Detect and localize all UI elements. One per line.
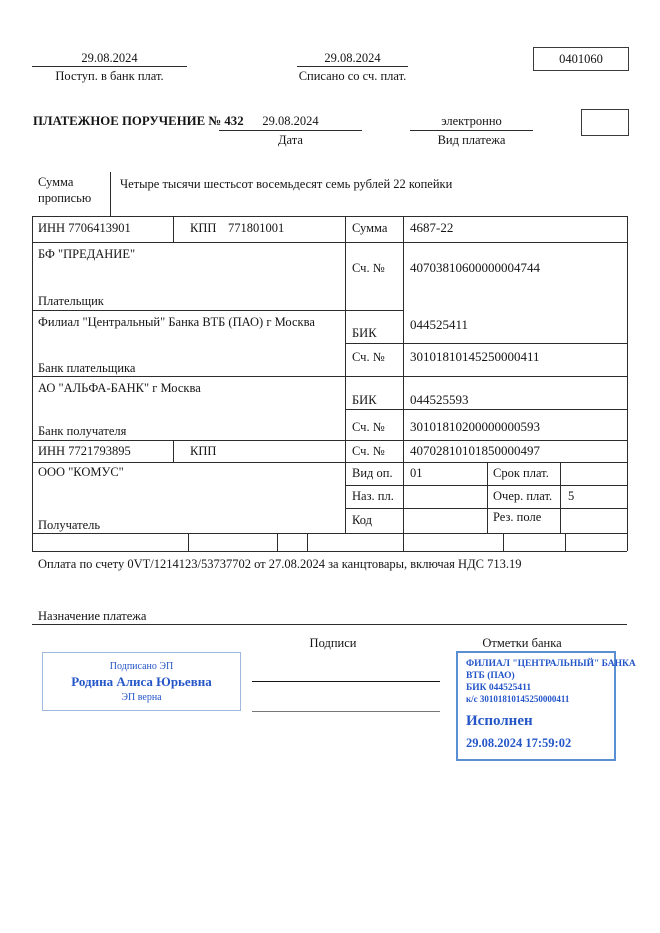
bank-stamp	[456, 651, 636, 761]
payer-inn: ИНН 7706413901	[38, 221, 131, 235]
grid-hline	[345, 485, 627, 486]
grid-vline	[565, 533, 566, 551]
op-type-label: Вид оп.	[352, 466, 393, 480]
grid-hline	[32, 440, 627, 441]
sum-value: 4687-22	[410, 220, 454, 235]
received-date: 29.08.2024	[81, 51, 138, 65]
payment-term-label: Срок плат.	[493, 466, 549, 480]
grid-vline	[188, 533, 189, 551]
grid-vline	[277, 533, 278, 551]
grid-hline	[32, 551, 627, 552]
debited-date-label: Списано со сч. плат.	[298, 69, 407, 83]
payer-kpp-value: 771801001	[228, 221, 285, 235]
received-date-underline	[32, 66, 187, 67]
debited-date-underline	[297, 66, 408, 67]
grid-hline	[32, 216, 627, 217]
payer-account: 40703810600000004744	[410, 260, 540, 275]
amount-words-label-1: Сумма	[38, 175, 74, 189]
purpose-text: Оплата по счету 0VT/1214123/53737702 от 27.08.2024 за канцтовары, включая НДС 713.19	[38, 557, 522, 571]
grid-vline	[503, 533, 504, 551]
benef-bank-label: Банк получателя	[38, 424, 127, 438]
grid-vline	[403, 216, 404, 551]
benef-kpp-label: КПП	[190, 444, 217, 458]
esignature-stamp	[42, 652, 241, 711]
grid-vline-left	[32, 216, 33, 551]
grid-vline	[173, 440, 174, 462]
grid-hline	[32, 242, 627, 243]
debited-date: 29.08.2024	[324, 51, 381, 65]
code-label: Код	[352, 513, 372, 527]
form-code-box	[533, 47, 629, 71]
payer-bank-name: Филиал "Центральный" Банка ВТБ (ПАО) г Москва	[38, 315, 315, 329]
benef-inn: ИНН 7721793895	[38, 444, 131, 458]
payment-kind: электронно	[441, 114, 502, 128]
bank-stamp-line3: БИК 044525411	[466, 683, 532, 694]
benef-label: Получатель	[38, 518, 101, 532]
reserve-field-label: Рез. поле	[493, 510, 542, 524]
benef-acc: 40702810101850000497	[410, 443, 540, 458]
payer-bank-label: Банк плательщика	[38, 361, 136, 375]
purpose-label: Назначение платежа	[38, 609, 147, 623]
grid-vline	[487, 462, 488, 533]
status-code-box	[581, 109, 629, 136]
bank-stamp-datetime: 29.08.2024 17:59:02	[466, 735, 572, 750]
amount-words-label-2: прописью	[38, 191, 92, 205]
payment-kind-label: Вид платежа	[437, 133, 506, 147]
document-date: 29.08.2024	[262, 114, 319, 128]
priority-value: 5	[568, 489, 575, 503]
benef-bank-acc: 30101810200000000593	[410, 419, 540, 434]
document-title: ПЛАТЕЖНОЕ ПОРУЧЕНИЕ № 432	[33, 114, 244, 128]
payment-kind-underline	[410, 130, 533, 131]
grid-hline	[345, 508, 627, 509]
grid-hline	[32, 376, 627, 377]
grid-hline	[345, 343, 627, 344]
esignature-stamp-line1: Подписано ЭП	[109, 660, 174, 672]
bank-stamp-line2: ВТБ (ПАО)	[466, 671, 515, 682]
payer-name: БФ "ПРЕДАНИЕ"	[38, 247, 136, 261]
esignature-stamp-line3: ЭП верна	[121, 691, 162, 703]
received-date-label: Поступ. в банк плат.	[55, 69, 164, 83]
priority-label: Очер. плат.	[493, 489, 553, 503]
payer-label: Плательщик	[38, 294, 104, 308]
document-date-label: Дата	[278, 133, 303, 147]
amount-words-value: Четыре тысячи шестьсот восемьдесят семь рублей 22 копейки	[120, 177, 453, 191]
grid-vline	[560, 462, 561, 533]
signature-line-1	[252, 681, 440, 682]
benef-bank-name: АО "АЛЬФА-БАНК" г Москва	[38, 381, 201, 395]
grid-vline	[345, 216, 346, 533]
bank-stamp-line4: к/с 30101810145250000411	[466, 694, 570, 705]
payer-bank-acc: 30101810145250000411	[410, 349, 540, 364]
purpose-underline	[32, 624, 627, 625]
grid-hline	[32, 533, 627, 534]
esignature-stamp-name: Родина Алиса Юрьевна	[71, 673, 212, 689]
grid-hline	[32, 310, 403, 311]
grid-hline	[32, 462, 627, 463]
payer-bank-acc-label: Сч. №	[352, 350, 385, 364]
benef-acc-label: Сч. №	[352, 444, 385, 458]
bank-stamp-line1: ФИЛИАЛ "ЦЕНТРАЛЬНЫЙ" БАНКА	[466, 659, 636, 669]
benef-bank-bik-label: БИК	[352, 393, 377, 407]
purpose-code-label: Наз. пл.	[352, 489, 394, 503]
op-type-value: 01	[410, 466, 423, 480]
benef-bank-acc-label: Сч. №	[352, 420, 385, 434]
payer-bank-bik-label: БИК	[352, 326, 377, 340]
signature-line-2	[252, 711, 440, 712]
amount-words-divider	[110, 172, 111, 216]
document-date-underline	[219, 130, 362, 131]
grid-vline-right	[627, 216, 628, 551]
grid-vline	[307, 533, 308, 551]
payer-kpp-label: КПП	[190, 221, 217, 235]
grid-vline	[173, 216, 174, 242]
bank-marks-label: Отметки банка	[482, 636, 562, 650]
benef-name: ООО "КОМУС"	[38, 465, 124, 479]
form-code: 0401060	[559, 51, 603, 66]
grid-hline	[345, 409, 627, 410]
bank-stamp-status: Исполнен	[466, 712, 533, 729]
payer-bank-bik: 044525411	[410, 317, 469, 332]
signatures-label: Подписи	[309, 636, 357, 650]
sum-label: Сумма	[352, 221, 388, 235]
payer-account-label: Сч. №	[352, 261, 385, 275]
benef-bank-bik: 044525593	[410, 392, 469, 407]
